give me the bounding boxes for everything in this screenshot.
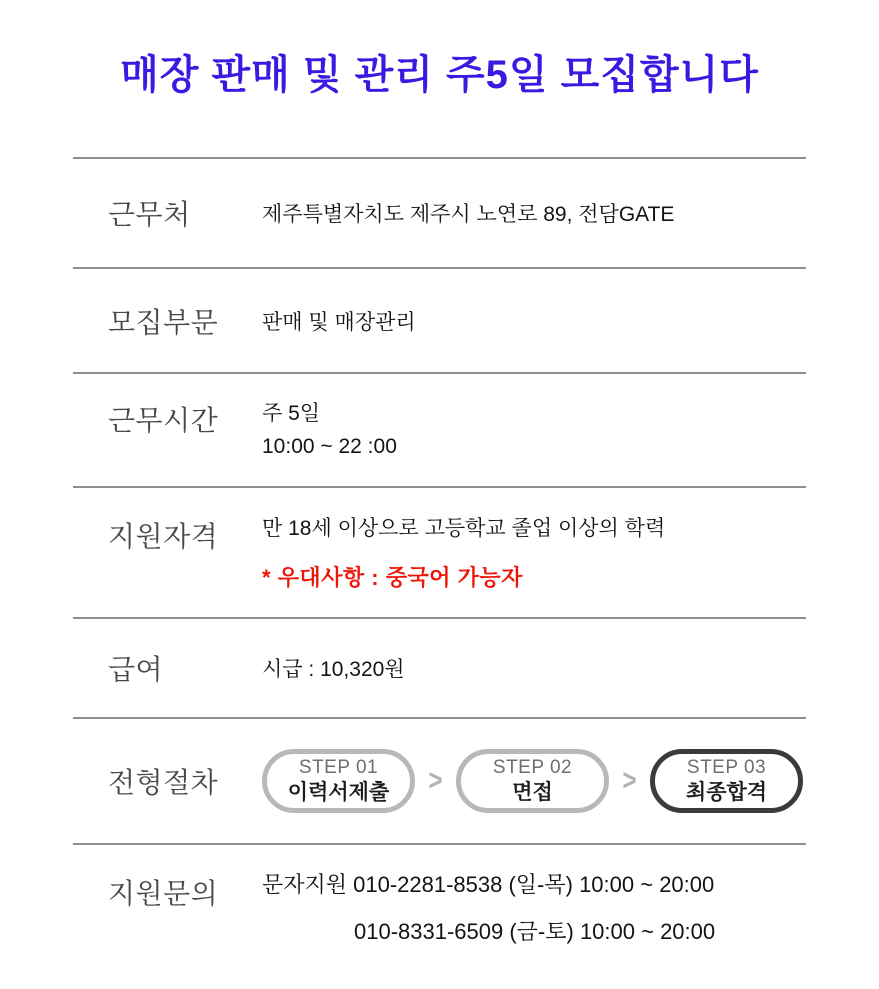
step3-number: STEP 03 [686,757,767,778]
pay-label: 급여 [108,654,164,685]
step-pill-3 [650,749,803,813]
chevron-right-icon: > [622,763,637,798]
preferred-qualification-highlight: * 우대사항 : 중국어 가능자 [262,564,523,590]
chevron-right-icon: > [428,763,443,798]
qualification-value: 만 18세 이상으로 고등학교 졸업 이상의 학력 [262,516,666,540]
recruitment-field-value: 판매 및 매장관리 [262,310,416,334]
working-hours-label: 근무시간 [108,405,219,436]
page-title: 매장 판매 및 관리 주5일 모집합니다 [120,53,759,97]
selection-process-label: 전형절차 [108,767,219,798]
page-title-container [0,0,879,157]
qualification-label: 지원자격 [108,521,219,552]
row-qualification [73,486,806,617]
step2-number: STEP 02 [492,757,573,778]
recruitment-field-label: 모집부문 [108,306,219,338]
process-steps [262,749,806,813]
step-pill-2 [456,749,609,813]
row-workplace [73,157,806,267]
workplace-label: 근무처 [108,199,191,230]
row-working-hours [73,372,806,486]
step3-name: 최종합격 [685,781,768,804]
row-contact [73,843,806,989]
working-days-value: 주 5일 [262,402,321,425]
step2-name: 면접 [512,781,553,804]
pay-value: 시급 : 10,320원 [262,658,405,681]
contact-phone-2: 010-8331-6509 (금-토) 10:00 ~ 20:00 [354,919,716,944]
job-info-table [73,157,806,989]
contact-label: 지원문의 [108,878,219,909]
contact-phone-1: 문자지원 010-2281-8538 (일-목) 10:00 ~ 20:00 [262,872,715,897]
step1-name: 이력서제출 [287,781,390,804]
working-time-value: 10:00 ~ 22 :00 [262,435,397,458]
row-recruitment-field [73,267,806,372]
row-selection-process [73,717,806,843]
row-pay [73,617,806,717]
step-pill-1 [262,749,415,813]
step1-number: STEP 01 [298,757,379,778]
workplace-value: 제주특별자치도 제주시 노연로 89, 전담GATE [262,203,675,226]
